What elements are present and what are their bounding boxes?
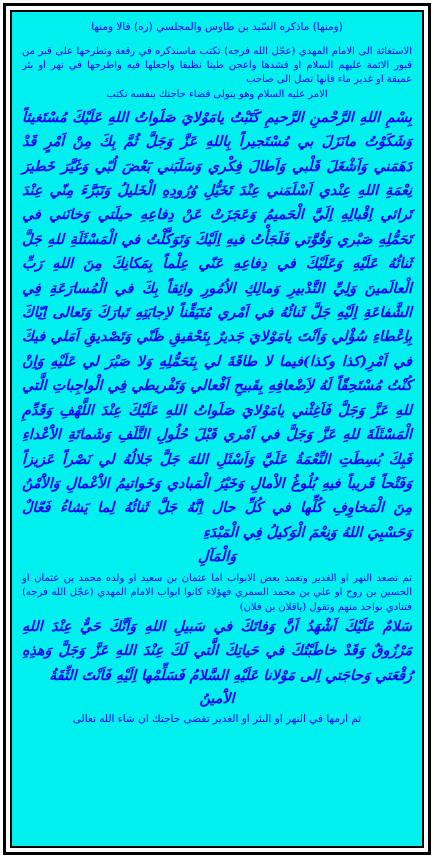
ziyara-end-line: الاَْمينُ — [199, 691, 235, 708]
dua-end-line: وَالْمَآلِ — [197, 549, 237, 566]
instruction-note: ثم تصعد النهر او الغدير وتعمد بعض الابواب اما عثمان بن سعيد او ولده محمد بن عثمان او الحسين بن روح او علي بن محمد السمري فهؤلاء كانوا ابواب الامام المهدي (عجّل الله فرجه) فتنادي بواحد منهم وتقول (ياقلان بن فلان) — [22, 573, 412, 613]
closing-instruction: ثم ارمها في النهر او البئر او الغدير تقضى حاجتك ان شاء الله تعالى — [72, 713, 362, 726]
page-frame — [3, 3, 431, 855]
ziyara-text: سَلامٌ عَلَيْكَ اَشْهَدُ اَنَّ وَفاتَكَ في سَبيلِ اللهِ وَاَنَّكَ حَيٌّ عِنْدَ اللهِ مَرْزُوقٌ وَقَدْ خاطَبْتُكَ في حَياتِكَ الَّتي لَكَ عِنْدَ اللهِ عَزَّ وَجَلَّ وَهذِهِ رُقْعَتي وَحاجَتي اِلى مَوْلانا عَلَيْهِ السَّلامُ فَسَلِّمْها اِلَيْهِ فَاَنْتَ الثِّقَةُ — [22, 618, 412, 684]
intro-last-line: الامر عليه السلام وهو يتولى قضاء حاجتك بنفسه تكتب — [106, 88, 328, 100]
dua-text: بِسْمِ اللهِ الرَّحْمنِ الرَّحيمِ كَتَبْتُ يامَوْلايَ صَلَواتُ اللهِ عَلَيْكَ مُسْتَغيثاً وَشَكَوْتُ مانَزَلَ بي مُسْتَجيراً بِاللهِ عَزَّ وَجَلَّ ثُمَّ بِكَ مِنْ اَمْرٍ قَدْ دَهَمَني وَاَشْغَلَ قَلْبي وَاَطالَ فِكْري وَسَلَبَني بَعْضَ لُبّي وَغَيَّرَ خَطيرَ نِعْمَةِ اللهِ عِنْدي اَسْلَمَني عِنْدَ تَخَيُّلِ وُرُودِهِ الْخَليلُ وَتَبَرَّءَ مِنّي عِنْدَ تَرائي اِقْبالِهِ اِلَيَّ الْحَميمُ وَعَجَزَتْ عَنْ دِفاعِهِ حيلَتي وَخانَني في تَحَمُّلِهِ صَبْري وَقُوَّتي فَلَجَأْتُ فيهِ اِلَيْكَ وَتَوَكَّلْتُ في الْمَسْئَلَةِ للهِ جَلَّ ثَنائُهُ عَلَيْهِ وَعَلَيْكَ في دِفاعِهِ عَنّي عِلْماً بِمَكانِكَ مِنَ اللهِ رَبِّ الْعالَمينَ وَلِيِّ التَّدْبيرِ وَمالِكِ الاُمُورِ واثِقاً بِكَ في الْمُسارَعَةِ فِي الشَّفاعَةِ اِلَيْهِ جَلَّ ثَنائُهُ في اَمْري مُتَيَقِّناً لاِجابَتِهِ تَبارَكَ وَتَعالى اِيّاكَ بِاِعْطاءِ سُؤْلي وَاَنْتَ يامَوْلايَ جَديرٌ بِتَحْقيقِ ظَنّي وَتَصْديقِ اَمَلي فيكَ في اَمْرِ(كذا وكذا)فيما لا طاقَةَ لي بِتَحَمُّلِهِ وَلا صَبْرَ لي عَلَيْهِ وَاِنْ كُنْتُ مُسْتَحِقّاً لَهُ لاَِضْعافِهِ بِقَبيحِ اَفْعالي وَتَفْريطي فِي الْواجِباتِ الَّتي للهِ عَزَّ وَجَلَّ فَاَغِثْني يامَوْلايَ صَلَواتُ اللهِ عَلَيْكَ عِنْدَ اللَّهْفِ وَقَدِّمِ الْمَسْئَلَةَ للهِ عَزَّ وَجَلَّ في اَمْري قَبْلَ حُلُولِ التَّلَفِ وَشَماتَةِ الاَْعْداءِ فَبِكَ بُسِطَتِ النِّعْمَةُ عَلَيَّ وَاَسْئَلِ اللهَ جَلَّ جَلالُهُ لي نَصْراً عَزيزاً وَفَتْحاً قَريباً فيهِ بُلُوغُ الاْمالِ وَخَيْرُ الْمَبادي وَخَواتيمُ الاَْعْمالِ وَالاَْمْنُ مِنَ الْمَخاوِفِ كُلِّها في كُلِّ حال اِنَّهُ جَلَّ ثَنائُهُ لِما يَشاءُ فَعّالٌ وَحَسْبِيَ اللهُ وَنِعْمَ الْوَكيلُ فِي الْمَبْدَءِ — [22, 109, 412, 541]
document-panel — [10, 10, 424, 848]
intro-paragraph: الاستغاثة الى الامام المهدي (عجّل الله فرجه) تكتب ماسنذكره في رقعة وتطرحها على قبر من قبور الائمة عليهم السلام او فشدها واعجن طينا نظيفا واجعلها فيه واطرحها في نهر او بئر عميقة او غدير ماء فانها تصل الى صاحب — [22, 46, 412, 86]
document-title: (ومنها) ماذكره السّيد بن طاوس والمجلسي (ره) قالا ومنها — [91, 21, 343, 33]
